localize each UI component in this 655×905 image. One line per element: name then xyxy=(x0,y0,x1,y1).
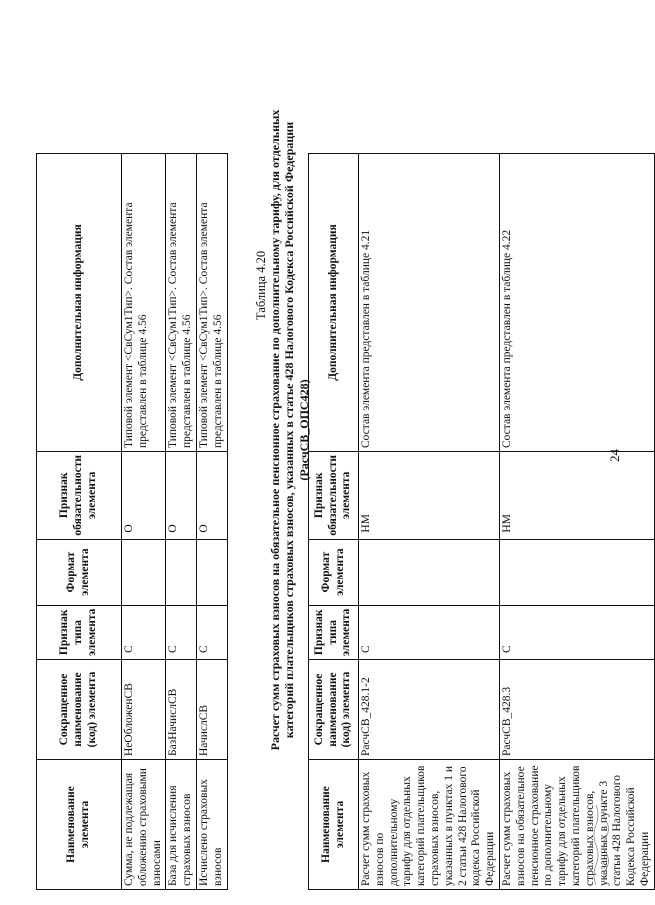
page-number: 24 xyxy=(607,449,622,462)
cell-type: С xyxy=(166,605,197,659)
cell-short-name: РасчСВ_428.3 xyxy=(499,660,654,760)
cell-mandatory: НМ xyxy=(359,452,500,540)
cell-name: Расчет сумм страховых взносов по дополнительному тарифу для отдельных категорий плательщиков страховых взносов, указанных в пунктах 1 и 2 статьи 428 Налогового кодекса Российской Федерации xyxy=(359,760,500,890)
cell-info: Типовой элемент <СвСум1Тип>. Состав элемента представлен в таблице 4.56 xyxy=(196,154,227,452)
cell-type: С xyxy=(122,605,166,659)
header-mandatory: Признак обязательности элемента xyxy=(309,452,359,540)
cell-mandatory: НМ xyxy=(499,452,654,540)
cell-name: Сумма, не подлежащая обложению страховыми взносами xyxy=(122,760,166,890)
registration-stamp xyxy=(590,792,615,887)
header-format: Формат элемента xyxy=(37,539,122,605)
cell-mandatory: О xyxy=(166,452,197,540)
cell-format xyxy=(499,539,654,605)
table-row xyxy=(122,154,166,890)
cell-format xyxy=(122,539,166,605)
header-short-name: Сокращенное наименование (код) элемента xyxy=(309,660,359,760)
section-title: Расчет сумм страховых взносов на обязательное пенсионное страхование по дополнительному тарифу, для отдельных категорий плательщиков страховых взносов, указанных в статье 428 Налогового Кодекса Российской Федерации (РасчСВ_ОПС428) xyxy=(268,109,311,751)
elements-table-top xyxy=(36,153,228,890)
cell-short-name: РасчСВ_428.1-2 xyxy=(359,660,500,760)
cell-type: С xyxy=(499,605,654,659)
cell-format xyxy=(359,539,500,605)
cell-format xyxy=(166,539,197,605)
header-type: Признак типа элемента xyxy=(37,605,122,659)
cell-info: Состав элемента представлен в таблице 4.21 xyxy=(359,154,500,452)
header-mandatory: Признак обязательности элемента xyxy=(37,452,122,540)
header-name: Наименование элемента xyxy=(309,760,359,890)
table-row xyxy=(499,154,654,890)
cell-info: Состав элемента представлен в таблице 4.22 xyxy=(499,154,654,452)
cell-format xyxy=(196,539,227,605)
cell-mandatory: О xyxy=(196,452,227,540)
cell-mandatory: О xyxy=(122,452,166,540)
header-short-name: Сокращенное наименование (код) элемента xyxy=(37,660,122,760)
cell-name: Исчислено страховых взносов xyxy=(196,760,227,890)
table-caption: Таблица 4.20 xyxy=(254,250,268,320)
header-type: Признак типа элемента xyxy=(309,605,359,659)
cell-short-name: БазНачислСВ xyxy=(166,660,197,760)
cell-short-name: НеОбложенСВ xyxy=(122,660,166,760)
header-info: Дополнительная информация xyxy=(37,154,122,452)
cell-name: База для исчисления страховых взносов xyxy=(166,760,197,890)
cell-type: С xyxy=(359,605,500,659)
cell-name: Расчет сумм страховых взносов на обязательное пенсионное страхование по дополнительному тарифу для отдельных категорий плательщиков страховых взносов, указанных в пункте 3 статьи 428 Налогового Кодекса Российской Федерации xyxy=(499,760,654,890)
header-name: Наименование элемента xyxy=(37,760,122,890)
table-row xyxy=(196,154,227,890)
table-row xyxy=(166,154,197,890)
cell-info: Типовой элемент <СвСум1Тип>. Состав элемента представлен в таблице 4.56 xyxy=(122,154,166,452)
stamp-scribble-icon xyxy=(590,792,612,887)
cell-short-name: НачислСВ xyxy=(196,660,227,760)
table-row xyxy=(359,154,500,890)
header-info: Дополнительная информация xyxy=(309,154,359,452)
table-header-row xyxy=(309,154,359,890)
elements-table-bottom xyxy=(308,153,655,890)
cell-type: С xyxy=(196,605,227,659)
table-header-row xyxy=(37,154,122,890)
cell-info: Типовой элемент <СвСум1Тип>. Состав элемента представлен в таблице 4.56 xyxy=(166,154,197,452)
header-format: Формат элемента xyxy=(309,539,359,605)
